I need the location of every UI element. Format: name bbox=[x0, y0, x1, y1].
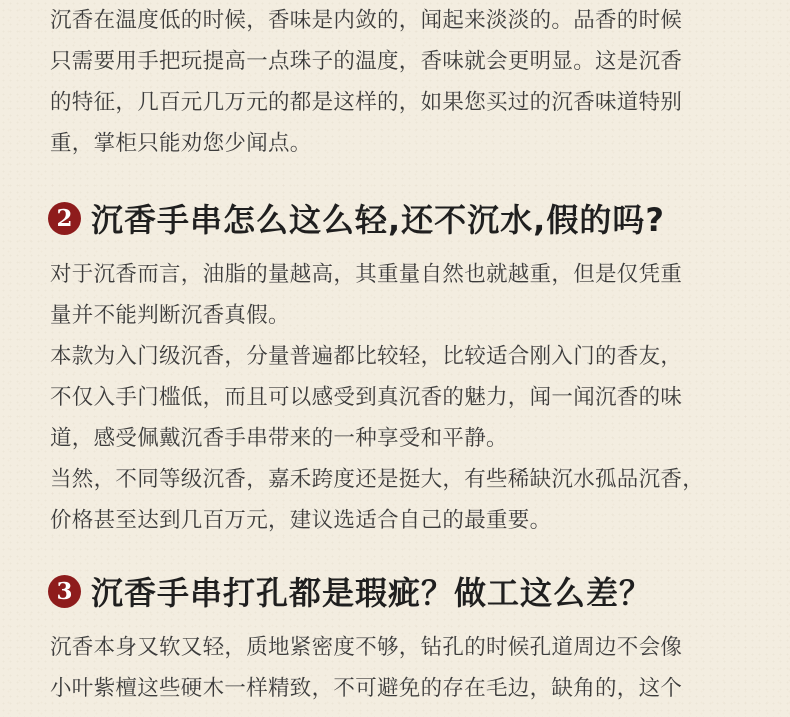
section2-heading bbox=[48, 196, 665, 240]
section2-number-badge: 2 bbox=[48, 202, 81, 235]
section2-paragraph bbox=[50, 254, 750, 541]
section3-title: 沉香手串打孔都是瑕疵？做工这么差？ bbox=[91, 574, 653, 612]
section1-line: 的特征，几百元几万元的都是这样的，如果您买过的沉香味道特别 bbox=[50, 90, 683, 115]
section3-heading bbox=[48, 569, 652, 613]
section1-line: 只需要用手把玩提高一点珠子的温度，香味就会更明显。这是沉香 bbox=[50, 49, 683, 74]
section3-line: 沉香本身又软又轻，质地紧密度不够，钻孔的时候孔道周边不会像 bbox=[50, 635, 683, 660]
section2-line: 本款为入门级沉香，分量普遍都比较轻，比较适合刚入门的香友， bbox=[50, 344, 683, 369]
section2-line: 价格甚至达到几百万元，建议选适合自己的最重要。 bbox=[50, 508, 552, 533]
section1-paragraph bbox=[50, 0, 750, 164]
section2-line: 道，感受佩戴沉香手串带来的一种享受和平静。 bbox=[50, 426, 508, 451]
section3-paragraph bbox=[50, 627, 750, 709]
section2-line: 量并不能判断沉香真假。 bbox=[50, 303, 290, 328]
section2-title: 沉香手串怎么这么轻,还不沉水,假的吗? bbox=[91, 201, 665, 239]
section3-line: 小叶紫檀这些硬木一样精致，不可避免的存在毛边，缺角的，这个 bbox=[50, 676, 683, 701]
section2-line: 对于沉香而言，油脂的量越高，其重量自然也就越重，但是仅凭重 bbox=[50, 262, 683, 287]
section1-line: 沉香在温度低的时候，香味是内敛的，闻起来淡淡的。品香的时候 bbox=[50, 8, 683, 33]
section2-line: 不仅入手门槛低，而且可以感受到真沉香的魅力，闻一闻沉香的味 bbox=[50, 385, 683, 410]
section1-line: 重，掌柜只能劝您少闻点。 bbox=[50, 131, 312, 156]
section3-number-badge: 3 bbox=[48, 575, 81, 608]
section2-line: 当然，不同等级沉香，嘉禾跨度还是挺大，有些稀缺沉水孤品沉香， bbox=[50, 467, 705, 492]
